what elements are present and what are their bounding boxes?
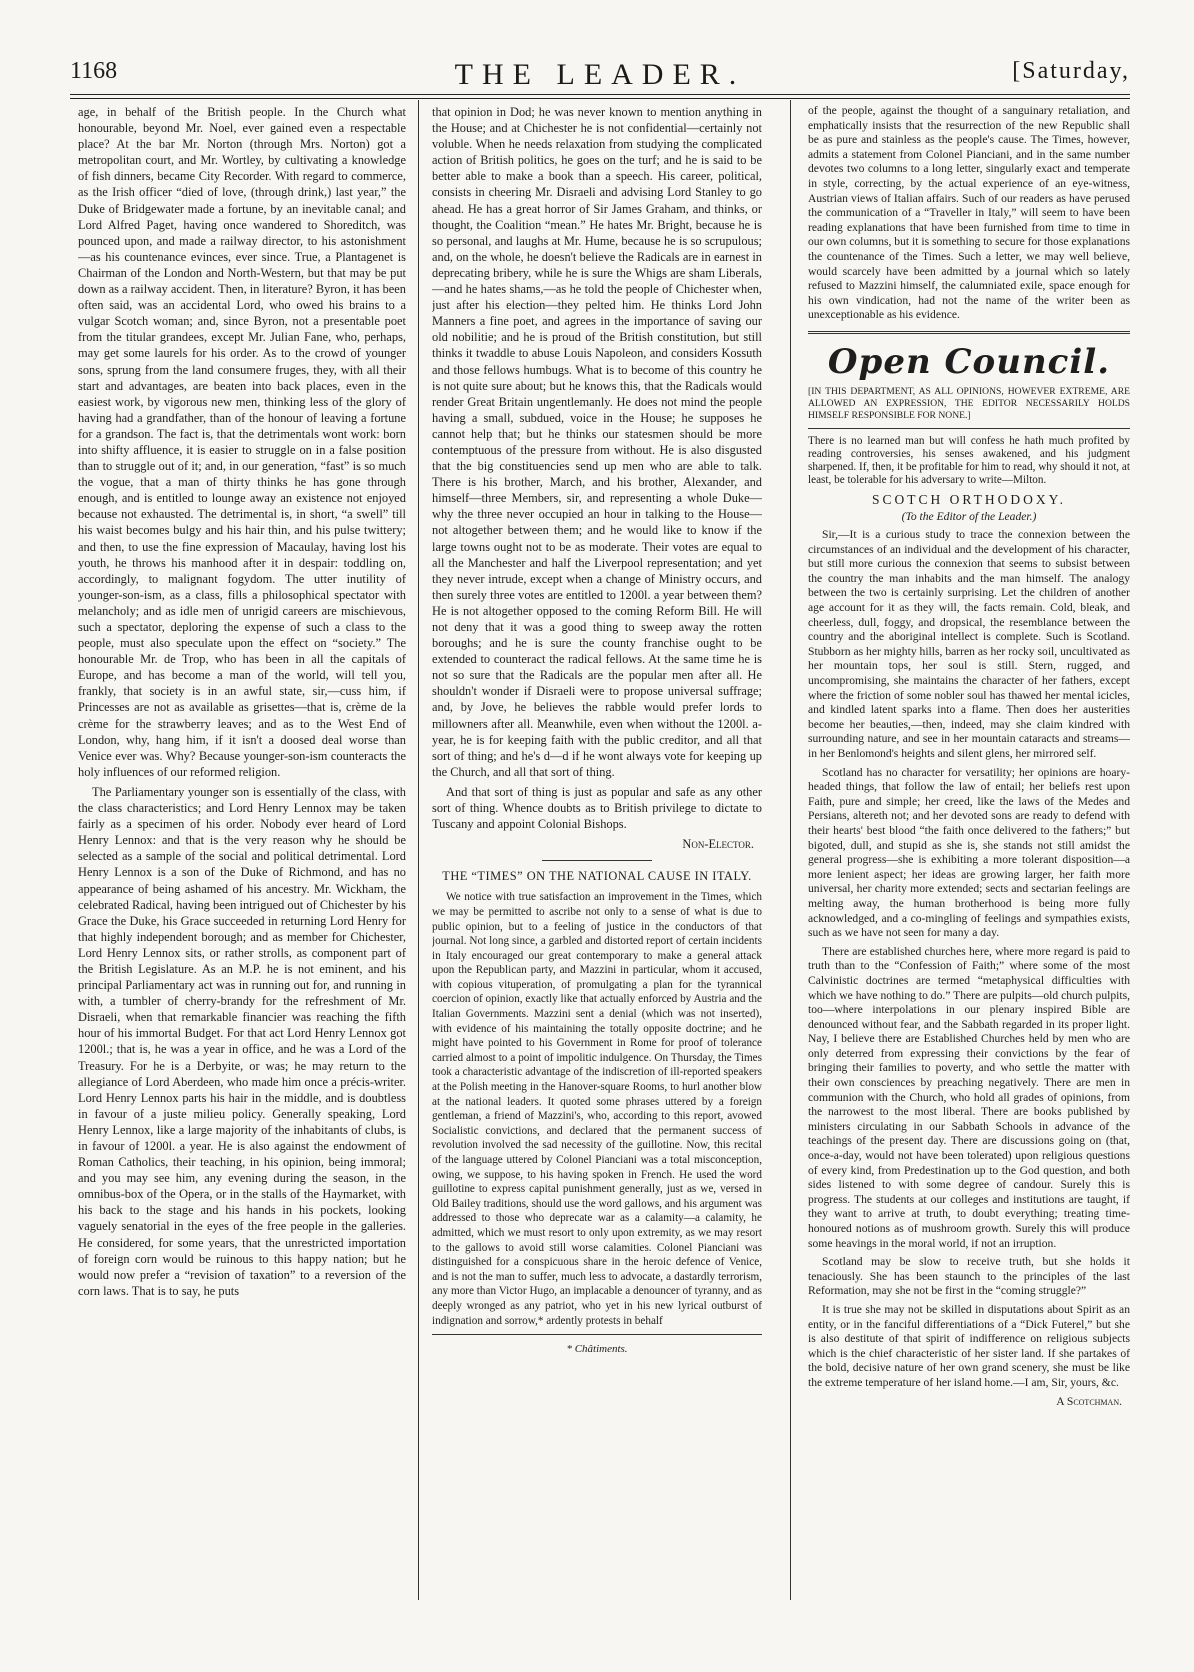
paragraph: The Parliamentary younger son is essentially of the class, with the class characteristics; and Lord Henry Lennox may be taken fairly as a specimen of his order. Nobody ever heard of Lord Henry Lennox: and that is the very reason why he should be selected as a sample of the social and political detrimental. Lord Henry Lennox is a son of the Duke of Richmond, and has no appearance of being ashamed of his ancestry. Mr. Wickham, the celebrated Radical, having been intrigued out of Chichester by his Grace the Duke, his Grace succeeded in returning Lord Henry for that highly independent borough; and as member for Chichester, Lord Henry Lennox sits, or rather strolls, as component part of the British Legislature. As an M.P. he is not eminent, and his principal Parliamentary act was in running out for, and running in with, a tumbler of cherry-brandy for the refreshment of Mr. Disraeli, when that remarkable financier was reaching the fifth hour of his immortal Budget. For that act Lord Henry Lennox got 1200l.; that is, he was a year in office, and he was a Lord of the Treasury. For he is a Derbyite, or was; he may return to the allegiance of Lord Aberdeen, who made him once a précis-writer. Lord Henry Lennox parts his hair in the middle, and is doubtless in favour of a juste milieu policy. Generally speaking, Lord Henry Lennox, like a large majority of the inhabitants of clubs, is in favour of 1200l. a year. He is also against the endowment of Roman Catholics, their teaching, in his opinion, being immoral; and you may see him, any evening during the season, in the omnibus-box of the Opera, or in the stalls of the Haymarket, with his back to the stage and his hands in his pockets, looking vaguely senatorial in the eyes of the free people in the galleries. He considered, for some years, that the unrestricted importation of foreign corn would be ruinous to this happy nation; but he would now prefer a “revision of taxation” to a reversion of the corn laws. That is to say, he puts bbox=[78, 784, 406, 1298]
paragraph: And that sort of thing is just as popular and safe as any other sort of thing. Whence doubts as to British privilege to dictate to Tuscany and appoint Colonial Bishops. bbox=[432, 784, 762, 832]
paragraph: that opinion in Dod; he was never known to mention anything in the House; and at Chichester he is not confidential—certainly not voluble. When he needs relaxation from studying the complicated action of British politics, he goes on the turf; and he is said to be better able to make a book than a speech. His career, political, consists in cheering Mr. Disraeli and advising Lord Stanley to go ahead. He has a great horror of Sir James Graham, and thinks, or thought, the Coalition “mean.” He hates Mr. Bright, because he is so personal, and laughs at Mr. Hume, because he is so scrupulous; and, on the whole, he doesn't believe the Radicals are in earnest in deprecating bribery, while he is sure the Whigs are sham Liberals,—and he hates shams,—as he told the people of Chichester when, just after his election—they pelted him. He thinks Lord John Manners a fine poet, and agrees in the importance of saving our old nobilitie; and he is proud of the British constitution, but still thinks it twaddle to abuse Louis Napoleon, and considers Kossuth and those fellows humbugs. What is to become of this country he is not quite sure about; but he knows this, that the Radicals would render Great Britain ungentlemanly. He does not mind the people having a small, subdued, voice in the House; he supposes he cannot help that; but he thinks our statesmen should be more contemptuous of the pressure from without. He is also disgusted that the big constituencies send up men who are able to talk. There is his brother, March, and his brother, Alexander, and himself—three Members, sir, and representing a whole Duke—why the three never occupied an hour in talking to the House—not altogether between them; and he would like to know if the large towns ought not to be as moderate. Their votes are equal to all the Manchester and half the Liverpool representation; and yet they never intrude, except when a change of Ministry occurs, and then surely three votes are entitled to 1200l. a year between them? He is not altogether opposed to the coming Reform Bill. He will not deny that it was a good thing to sweep away the rotten boroughs; and he is sure the county franchise ought to be extended to counteract the radical fellows. At the same time he is not so sure that the Radicals are the popular men after all. He shouldn't wonder if Disraeli were to propose universal suffrage; and, by Jove, he believes the rabble would prefer lords to millowners after all. Meanwhile, even when without the 1200l. a-year, he is for keeping faith with the public creditor, and all that sort of thing; and he's d—d if he wont always vote for keeping up the Church, and all that sort of thing. bbox=[432, 105, 762, 779]
letter-title: SCOTCH ORTHODOXY. bbox=[872, 491, 1066, 507]
masthead-rule bbox=[70, 94, 1130, 95]
letter-subtitle: (To the Editor of the Leader.) bbox=[901, 509, 1037, 523]
paragraph: We notice with true satisfaction an improvement in the Times, which we may be permitted to ascribe not only to a sense of what is due to public opinion, but to a feeling of justice in the conductors of that journal. Not long since, a garbled and distorted report of certain incidents in Italy encouraged our great contemporary to make a general attack upon the Republican party, and Mazzini in particular, whom it accused, with copious vituperation, of promulgating a plan for the tyrannical coercion of opinion, exactly like that actually enforced by Austria and the Italian Governments. Mazzini sent a denial (which was not inserted), with evidence of his maintaining the totally opposite doctrine; and he might have pointed to his Government in Rome for proof of tolerance carried almost to a point of impolitic indulgence. On Thursday, the Times took a characteristic advantage of the indiscretion of ill-reported speakers at the Polish meeting in the Hanover-square Rooms, to hurl another blow at the national leaders. It quoted some phrases uttered by a foreign gentleman, a friend of Mazzini's, who, according to this report, avowed Socialistic convictions, and declared that the permanent success of revolution involved the sad necessity of the guillotine. Now, this recital of the language uttered by Colonel Pianciani was a total misconception, owing, we suppose, to his having spoken in French. He used the word guillotine to express capital punishment generally, just as we, versed in Old Bailey traditions, should use the word gallows, and his argument was addressed to those who deprecate war as a calamity—a calamity, he admitted, which we must resort to only upon extremity, as we may resort to the gallows to avoid still worse calamities. Colonel Pianciani was distinguished for a conspicuous share in the heroic defence of Venice, and is not the man to suffer, much less to advocate, a dastardly terrorism, any more than Victor Hugo, an implacable a denouncer of tyranny, and as deeply wronged as any patriot, who yet in his new lyrical outburst of indignation and sorrow,* ardently protests in behalf bbox=[432, 891, 762, 1327]
divider bbox=[542, 860, 652, 861]
paragraph: There are established churches here, where more regard is paid to truth than to the “Confession of Faith;” where some of the most Calvinistic doctrines are termed “metaphysical difficulties with which we have nothing to do.” There are pulpits—old church pulpits, too—where interpolations in our plenary inspired Bible are denounced without fear, and the Sabbath regarded in its proper light. Nay, I believe there are Established Churches held by men who are only deterred from expressing their convictions by the fear of bringing their families to poverty, and who settle the matter with their own consciences by preaching negatively. There are men in communion with the Church, who hold all grades of opinions, from the narrowest to the most liberal. There are books published by ministers circulating in our Sabbath Schools in advance of the teachings of the present day. There are discussions going on (that, once-a-day, would not have been tolerated) upon religious questions of every kind, from Predestination up to the God question, and both sides listened to with some degree of candour. Surely this is progress. The students at our colleges and institutions are taught, if they want to arrive at truth, to doubt everything; treating time-honoured notions as of mushroom growth. Surely this will produce some heavings in the moral world, if not an irruption. bbox=[808, 944, 1130, 1250]
divider bbox=[808, 428, 1130, 429]
paragraph: age, in behalf of the British people. In the Church what honourable, beyond Mr. Noel, ever gained even a respectable place? At the bar Mr. Norton (through Mrs. Norton) got a metropolitan court, and Mr. Wortley, by cultivating a knowledge of fish dinners, became City Recorder. With regard to commerce, as the Irish officer “died of love, (through drink,) last year,” the Duke of Bridgewater made a fortune, by an inevitable canal; and Lord Alfred Paget, having once wandered to Shoreditch, was pounced upon, and made a railway director, to his astonishment—as his countenance evinces, ever since. True, a Plantagenet is Chairman of the London and North-Western, but that may be put down as a railway accident. Then, in literature? Byron, it has been often said, was an accidental Lord, who owed his brains to a vulgar Scotch woman; and, since Byron, not a presentable poet from the titular grandees, except Mr. Julian Fane, who, perhaps, may get some laurels for his order. As to the crowd of younger sons, sprung from the land consumere fruges, they, with all their start and advantages, are beaten into back places, even in the easiest work, by vigorous new men, thinking less of the glory of having had a grandfather, than of the honour of leaving a fortune for a grandson. The fact is, that the detrimentals wont work: born into shifty affluence, it is easier to struggle on in a false position than to struggle out of it; and, in our generation, “fast” is so much the vogue, that a man of thirty thinks he has gone through enough, and is entitled to lounge away an existence not enjoyed because not exhausted. The detrimental is, in short, “a swell” till his waist becomes bulgy and his hair thin, and his pulse twittery; and then, to use the fine expression of Macaulay, having lost his youth, he throws his manhood after it in despair: toddling on, accordingly, to malignant fogydom. The utter inutility of younger-son-ism, as a class, fills a philosophical spectator with melancholy; and as idle men of unrigid careers are mischievous, such a spectator, deploring the expense of such a class to the people, must also speculate upon the effect on “society.” The honourable Mr. de Trop, who has been in all the capitals of Europe, and has become a man of the world, will tell you, frankly, that society is in an awful state, sir,—cuss him, if Princesses are not as available as grisettes—that is, crème de la crème for the strawberry leaves; and as to the West End of London, why, hang him, if it isn't a doosed deal worse than Venice ever was. Why? Because younger-son-ism counteracts the holy influences of our reformed religion. bbox=[78, 105, 406, 779]
divider bbox=[808, 331, 1130, 334]
article-heading: THE “TIMES” ON THE NATIONAL CAUSE IN ITALY. bbox=[442, 869, 752, 884]
masthead bbox=[70, 58, 1130, 90]
paragraph: Scotland has no character for versatility; her opinions are hoary-headed things, that follow the law of entail; her beliefs rest upon Faith, pure and simple; her creed, like the laws of the Medes and Persians, altereth not; and her devoted sons are ready to defend with their hearts' best blood “the faith once delivered to the fathers;” but bigoted, dull, and stupid as she is, she stands not still amidst the general progress—she is exhibiting a more tolerant disposition—a more lenient aspect; her ideas are growing larger, her faith more universal, her charity more extended; sects and sectarian feelings are melting away, the human brotherhood is being more fully acknowledged, and a co-mingling of feelings and sympathies exists, such as we have not seen for many a day. bbox=[808, 765, 1130, 940]
signature: Non-Elector. bbox=[682, 837, 754, 852]
disclaimer: [IN THIS DEPARTMENT, AS ALL OPINIONS, HOWEVER EXTREME, ARE ALLOWED AN EXPRESSION, THE EDITOR NECESSARILY HOLDS HIMSELF RESPONSIBLE FOR NONE.] bbox=[808, 385, 1130, 421]
article-body bbox=[432, 890, 762, 1328]
column-3 bbox=[808, 104, 1130, 1584]
page-number: 1168 bbox=[70, 58, 118, 84]
newspaper-title: THE LEADER. bbox=[454, 58, 746, 91]
issue-day: [Saturday, bbox=[1012, 58, 1130, 84]
section-title: Open Council. bbox=[827, 341, 1111, 382]
column-1 bbox=[78, 104, 406, 1584]
paragraph: Sir,—It is a curious study to trace the connexion between the circumstances of an individual and the development of his character, but still more curious the connexion that seems to subsist between the country the man inhabits and the man himself. The analogy between the two is certainly surprising. Let the children of another age account for it as they will, the facts remain. Cold, bleak, and cheerless, dull, foggy, and dropsical, the resemblance between the country and the aboriginal intellect is complete. Such is Scotland. Stubborn as her mighty hills, barren as her rocky soil, uncultivated as her mountain tops, her soul is still. Stern, rugged, and uncompromising, she maintains the character of her fathers, except where the friction of some nobler soul has thawed her mental icicles, and kindled latent sparks into a flame. Then does her austerities become her beauties,—then, indeed, may she claim kindred with surrounding nature, and see in her mountain cataracts and streams—in her Benlomond's heights and silent glens, her mirrored self. bbox=[808, 528, 1130, 760]
masthead-rule-thin bbox=[70, 98, 1130, 99]
column-divider bbox=[790, 100, 791, 1600]
divider bbox=[432, 1334, 762, 1335]
paragraph: It is true she may not be skilled in disputations about Spirit as an entity, or in the fanciful differentiations of a “Dick Futerel,” but she is also destitute of that spirit of indifference on religious subjects which is the chief characteristic of her sister land. If she partakes of the bold, decisive nature of her own grand scenery, she must be like the extreme temperature of her island home.—I am, Sir, yours, &c. bbox=[808, 1302, 1130, 1389]
column-divider bbox=[418, 100, 419, 1600]
footnote: * Châtiments. bbox=[566, 1343, 628, 1356]
paragraph: Scotland may be slow to receive truth, but she holds it tenaciously. She has been staunch to the principles of the last Reformation, may she not be first in the “coming struggle?” bbox=[808, 1255, 1130, 1298]
letter-signature: A Scotchman. bbox=[1056, 1394, 1122, 1408]
paragraph: of the people, against the thought of a sanguinary retaliation, and emphatically insists that the resurrection of the new Republic shall be as pure and stainless as the people's cause. The Times, however, admits a statement from Colonel Pianciani, and in the same number devotes two columns to a long letter, singularly exact and temperate in style, correcting, by the actual experience of an eye-witness, Austrian views of Italian affairs. Such of our readers as have perused the communication of a “Traveller in Italy,” will seem to have been reading explanations that have been furnished from time to time in our own columns, but it is something to secure for those explanations the countenance of the Times. Such a letter, we may well believe, would scarcely have been admitted by a journal which so lately refused to Mazzini himself, the calumniated exile, space enough for his own vindication, had not the name of the writer been as unexceptionable as his evidence. bbox=[808, 104, 1130, 322]
epigraph: There is no learned man but will confess he hath much profited by reading controversies, his senses awakened, and his judgment sharpened. If, then, it be profitable for him to read, why should it not, at least, be tolerable for his adversary to write—Milton. bbox=[808, 434, 1130, 486]
column-2 bbox=[432, 104, 762, 1584]
